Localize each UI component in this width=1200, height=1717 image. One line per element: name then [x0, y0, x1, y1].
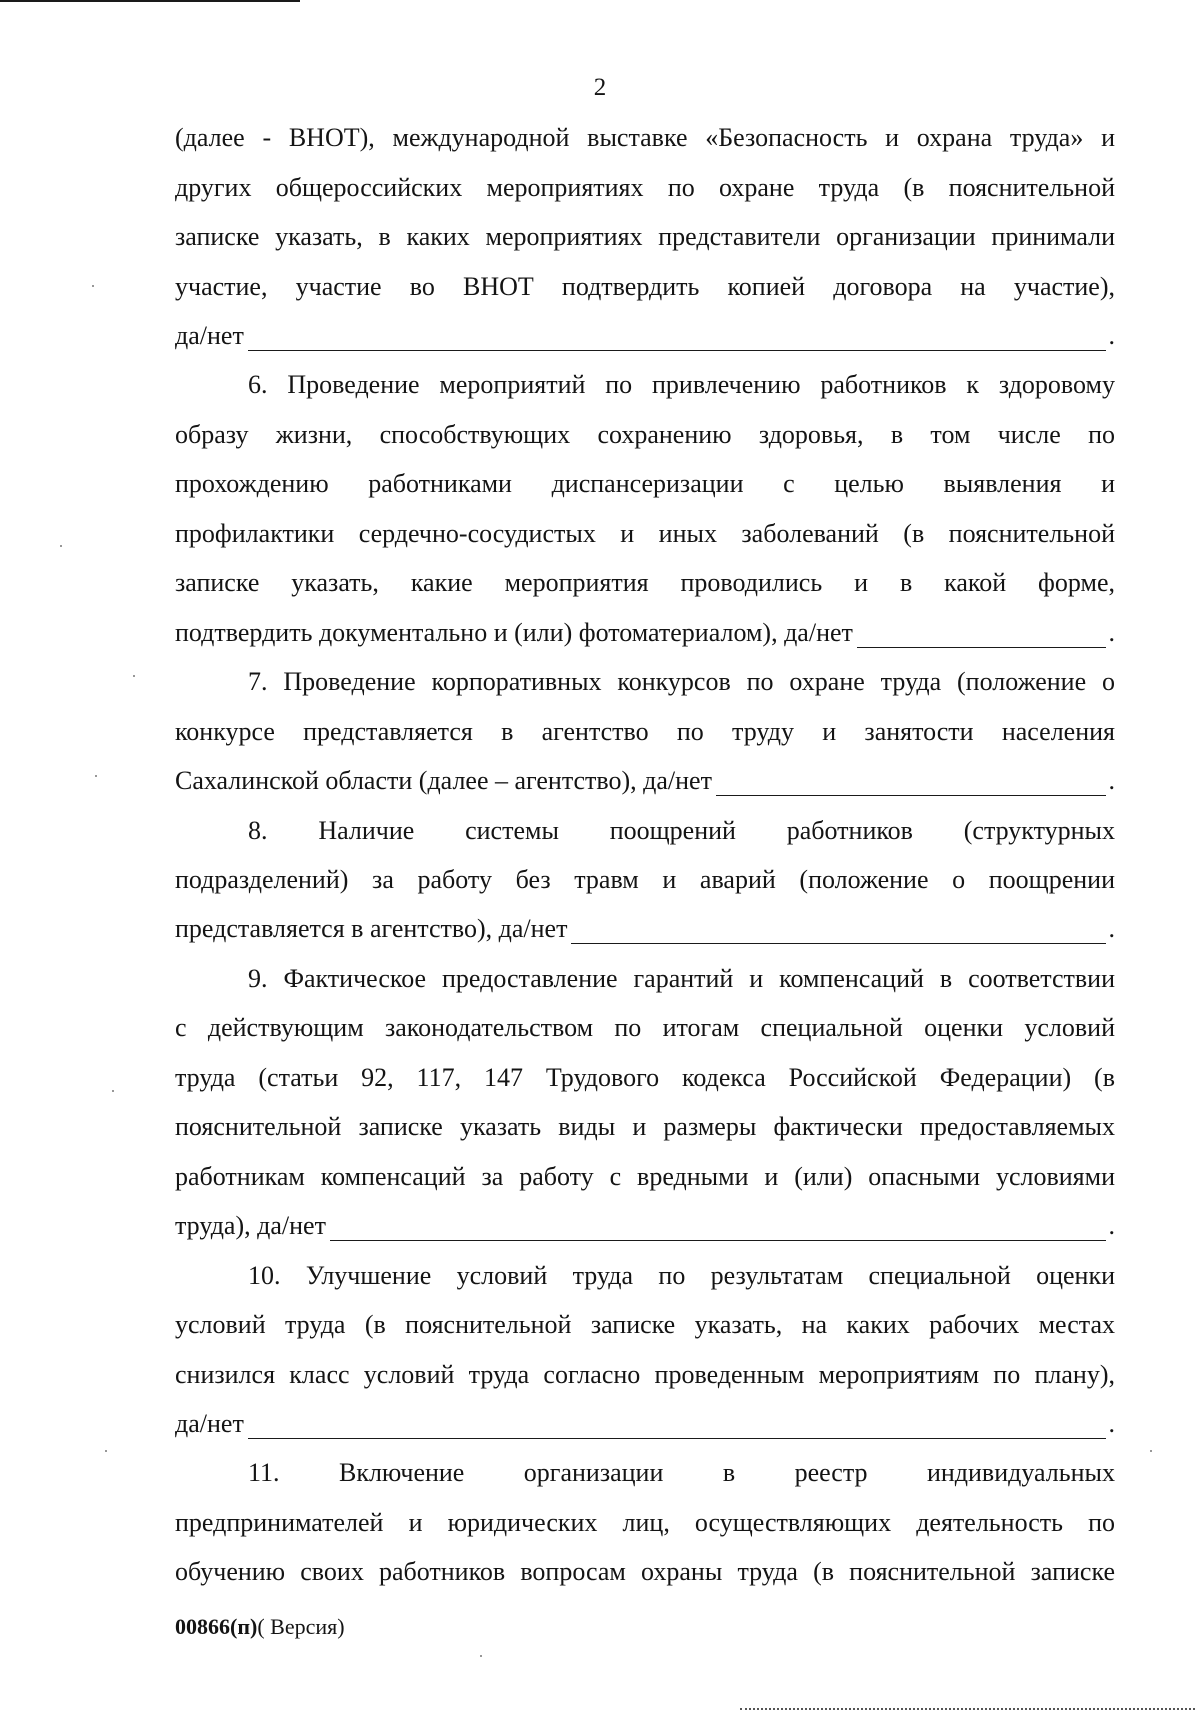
scan-speck — [112, 1090, 114, 1092]
answer-label: подтвердить документально и (или) фотоматериалом), да/нет — [175, 618, 853, 647]
p7-line-1: 7. Проведение корпоративных конкурсов по охране труда (положение о — [248, 667, 1115, 696]
p9-line-5: работникам компенсаций за работу с вредными и (или) опасными условиями — [175, 1162, 1115, 1191]
p10-line-1: 10. Улучшение условий труда по результатам специальной оценки — [248, 1261, 1115, 1290]
answer-blank[interactable] — [248, 330, 1106, 351]
p10-answer-line — [175, 1409, 1115, 1439]
p11-line-1: 11. Включение организации в реестр индивидуальных — [248, 1458, 1115, 1487]
footer — [175, 1614, 345, 1640]
answer-label: представляется в агентство), да/нет — [175, 914, 568, 943]
scan-edge — [740, 1708, 1195, 1710]
scan-speck — [60, 545, 62, 547]
answer-blank[interactable] — [330, 1220, 1106, 1241]
p7-answer-line — [175, 766, 1115, 796]
p5-line-1: (далее - ВНОТ), международной выставке «Безопасность и охрана труда» и — [175, 123, 1115, 152]
p10-line-3: снизился класс условий труда согласно проведенным мероприятиям по плану), — [175, 1360, 1115, 1389]
p11-line-3: обучению своих работников вопросам охраны труда (в пояснительной записке — [175, 1557, 1115, 1586]
document-code: 00866(п) — [175, 1614, 258, 1639]
p9-answer-line — [175, 1211, 1115, 1241]
page-number: 2 — [593, 74, 607, 101]
answer-blank[interactable] — [248, 1418, 1106, 1439]
p6-line-5: записке указать, какие мероприятия проводились и в какой форме, — [175, 568, 1115, 597]
p7-line-2: конкурсе представляется в агентство по труду и занятости населения — [175, 717, 1115, 746]
p9-line-2: с действующим законодательством по итогам специальной оценки условий — [175, 1013, 1115, 1042]
answer-label: труда), да/нет — [175, 1211, 326, 1240]
answer-label: Сахалинской области (далее – агентство), да/нет — [175, 766, 712, 795]
p9-line-3: труда (статьи 92, 117, 147 Трудового кодекса Российской Федерации) (в — [175, 1063, 1115, 1092]
p9-line-4: пояснительной записке указать виды и размеры фактически предоставляемых — [175, 1112, 1115, 1141]
p6-line-1: 6. Проведение мероприятий по привлечению работников к здоровому — [248, 370, 1115, 399]
p5-line-4: участие, участие во ВНОТ подтвердить копией договора на участие), — [175, 272, 1115, 301]
answer-blank[interactable] — [857, 627, 1106, 648]
answer-blank[interactable] — [716, 775, 1106, 796]
answer-end: . — [1108, 1409, 1115, 1438]
p5-line-3: записке указать, в каких мероприятиях представители организации принимали — [175, 222, 1115, 251]
answer-end: . — [1108, 618, 1115, 647]
scan-speck — [133, 675, 135, 677]
scan-speck — [95, 775, 97, 777]
p10-line-2: условий труда (в пояснительной записке указать, на каких рабочих местах — [175, 1310, 1115, 1339]
answer-end: . — [1108, 766, 1115, 795]
scan-edge — [0, 0, 300, 2]
answer-blank[interactable] — [571, 923, 1105, 944]
answer-end: . — [1108, 1211, 1115, 1240]
answer-label: да/нет — [175, 321, 244, 350]
document-version: ( Версия) — [257, 1614, 345, 1639]
p6-line-2: образу жизни, способствующих сохранению здоровья, в том числе по — [175, 420, 1115, 449]
scan-speck — [480, 1655, 482, 1657]
p5-line-2: других общероссийских мероприятиях по охране труда (в пояснительной — [175, 173, 1115, 202]
p9-line-1: 9. Фактическое предоставление гарантий и компенсаций в соответствии — [248, 964, 1115, 993]
p5-answer-line — [175, 321, 1115, 351]
answer-end: . — [1108, 914, 1115, 943]
scan-speck — [1150, 1450, 1152, 1452]
p6-answer-line — [175, 618, 1115, 648]
p8-line-1: 8. Наличие системы поощрений работников (структурных — [248, 816, 1115, 845]
answer-label: да/нет — [175, 1409, 244, 1438]
scan-speck — [92, 285, 94, 287]
scan-speck — [105, 1450, 107, 1452]
p6-line-4: профилактики сердечно-сосудистых и иных заболеваний (в пояснительной — [175, 519, 1115, 548]
p11-line-2: предпринимателей и юридических лиц, осуществляющих деятельность по — [175, 1508, 1115, 1537]
p8-line-2: подразделений) за работу без травм и аварий (положение о поощрении — [175, 865, 1115, 894]
answer-end: . — [1108, 321, 1115, 350]
p8-answer-line — [175, 914, 1115, 944]
p6-line-3: прохождению работниками диспансеризации с целью выявления и — [175, 469, 1115, 498]
